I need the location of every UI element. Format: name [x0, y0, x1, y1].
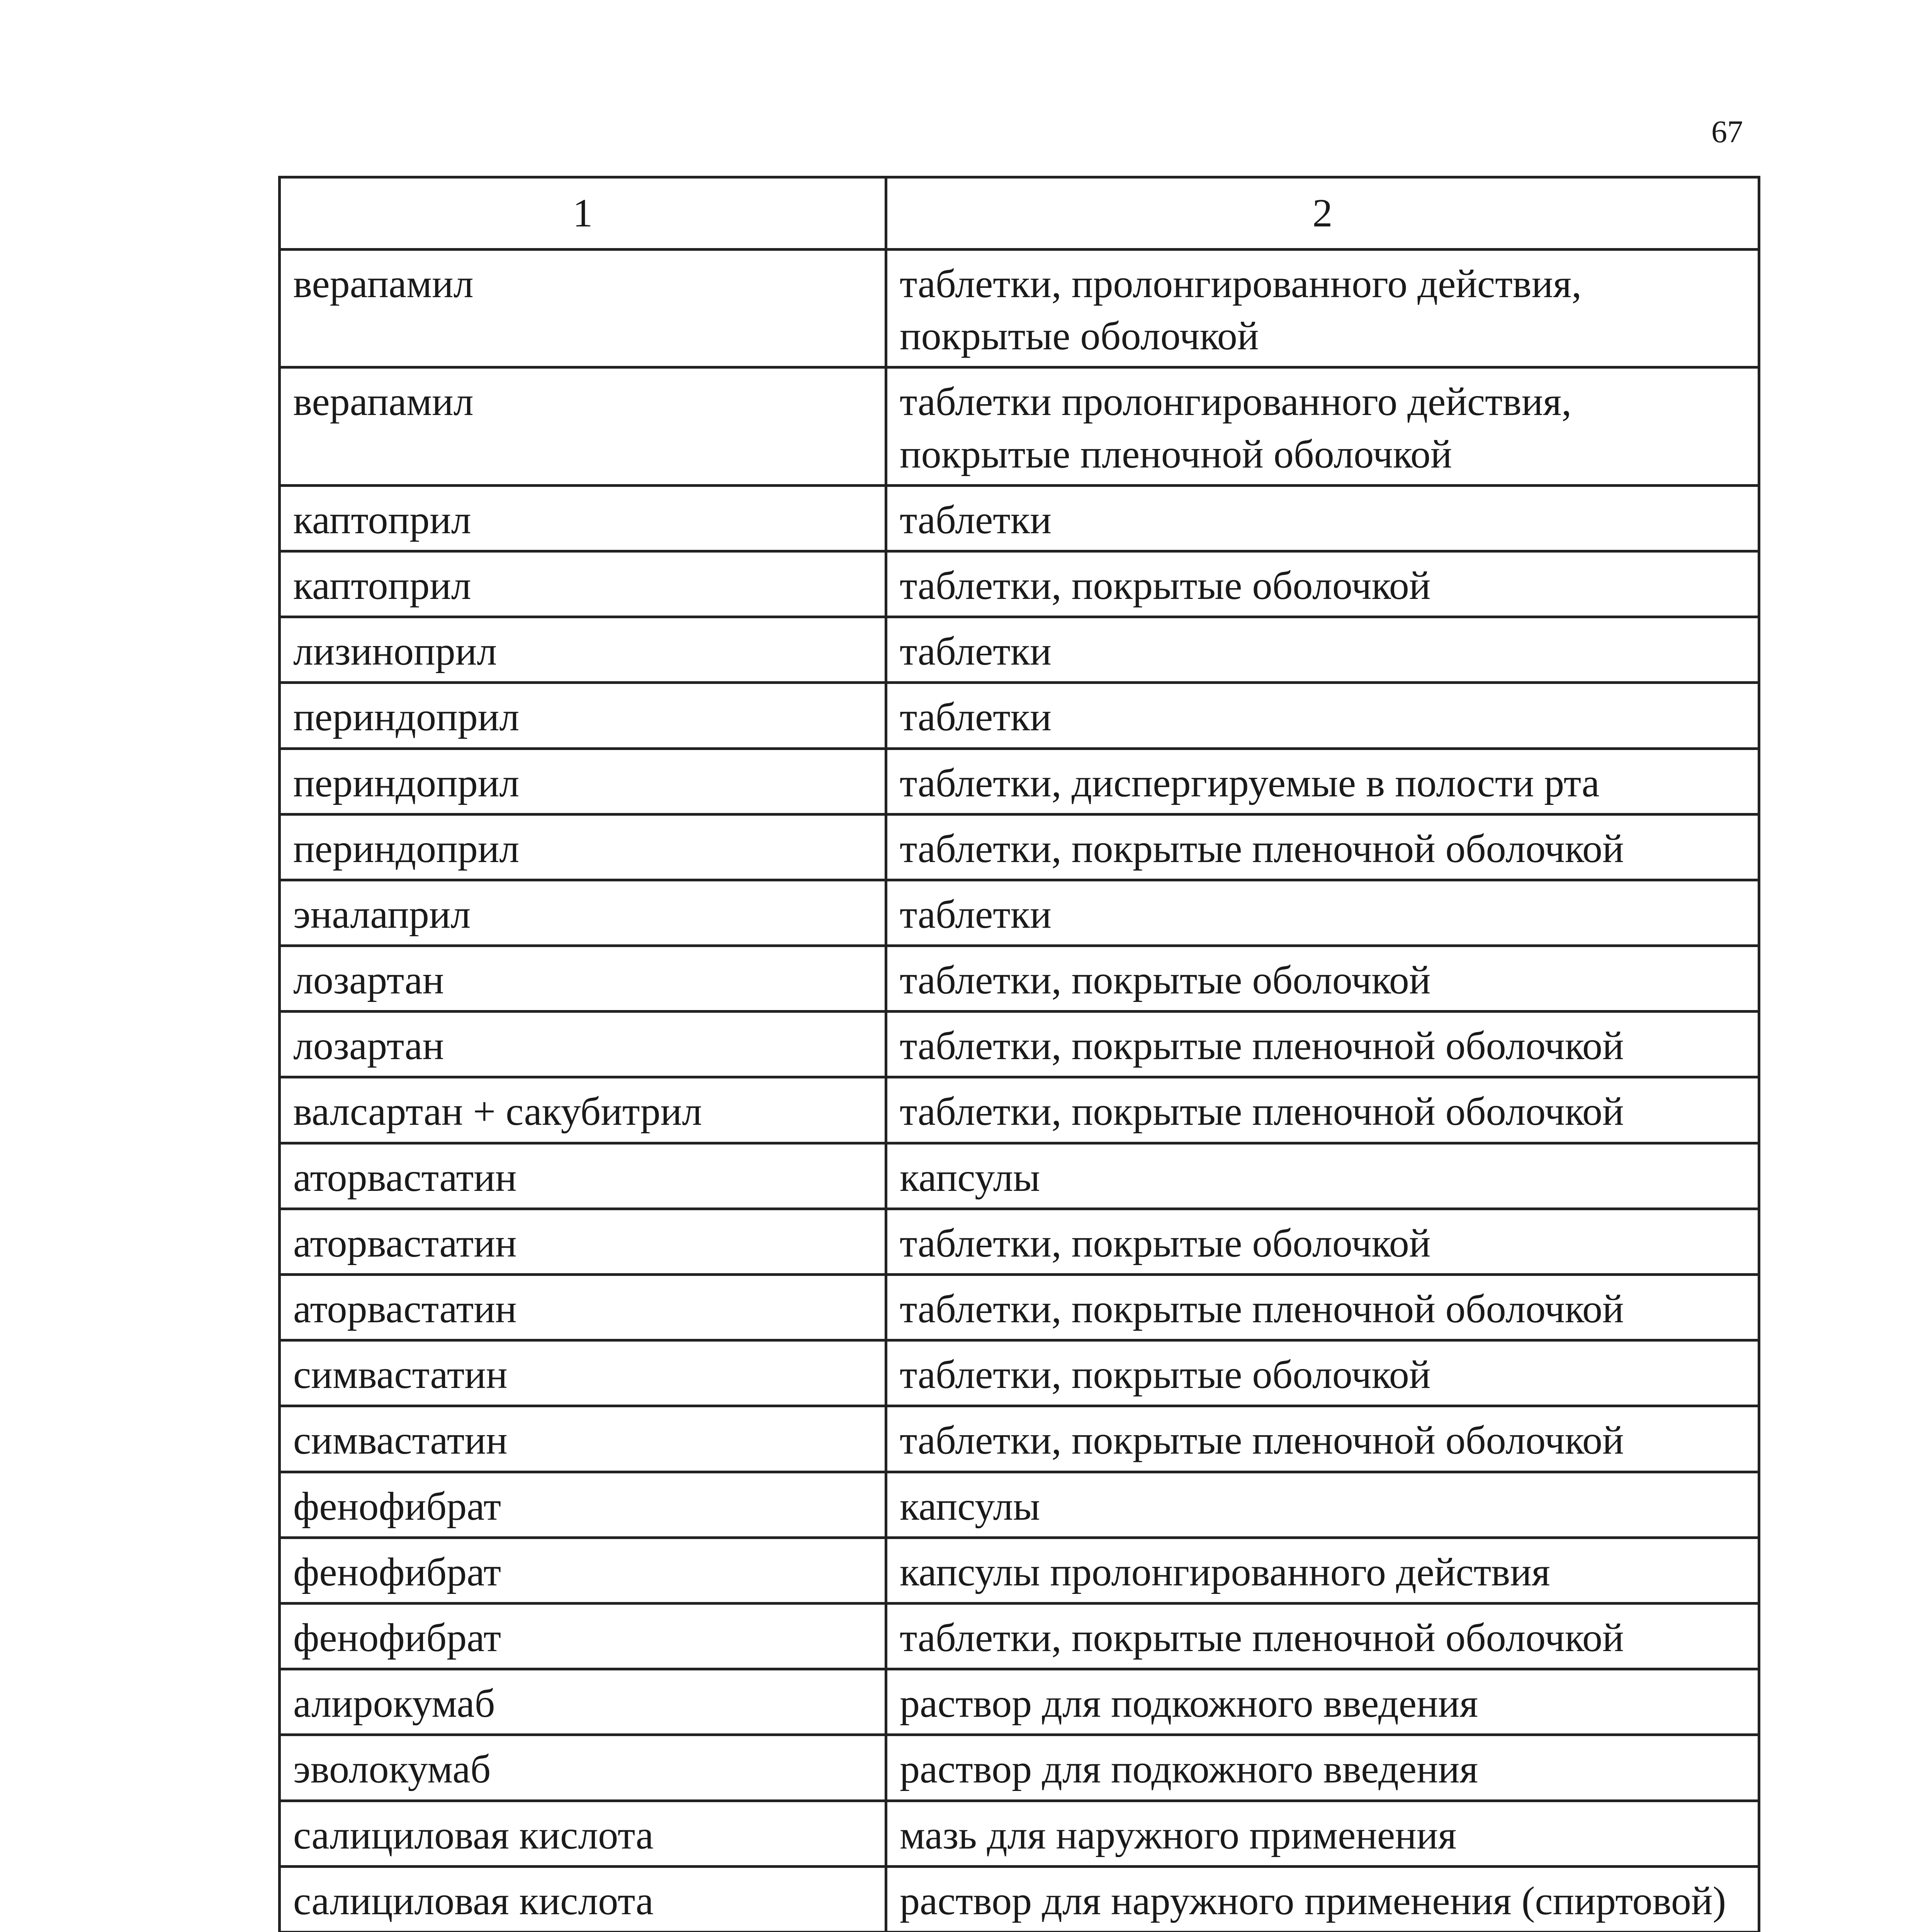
dosage-form-cell: таблетки, покрытые пленочной оболочкой	[886, 814, 1759, 880]
dosage-form-cell: мазь для наружного применения	[886, 1801, 1759, 1866]
dosage-form-cell: таблетки, покрытые пленочной оболочкой	[886, 1275, 1759, 1340]
table-row	[280, 1406, 1759, 1472]
dosage-form-cell: таблетки, покрытые пленочной оболочкой	[886, 1012, 1759, 1077]
dosage-form-cell: раствор для подкожного введения	[886, 1735, 1759, 1801]
dosage-form-cell: таблетки, покрытые пленочной оболочкой	[886, 1603, 1759, 1669]
table-row	[280, 1866, 1759, 1932]
dosage-form-cell: таблетки, покрытые пленочной оболочкой	[886, 1406, 1759, 1472]
table-row	[280, 485, 1759, 551]
table-row	[280, 946, 1759, 1012]
table-row	[280, 1275, 1759, 1340]
dosage-form-cell: таблетки, пролонгированного действия, покрытые оболочкой	[886, 250, 1759, 367]
substance-name-cell: периндоприл	[280, 748, 886, 814]
dosage-form-cell: таблетки, покрытые оболочкой	[886, 1209, 1759, 1274]
table-body	[280, 250, 1759, 1932]
table-row	[280, 1340, 1759, 1406]
substance-name-cell: лозартан	[280, 946, 886, 1012]
substance-name-cell: валсартан + сакубитрил	[280, 1077, 886, 1143]
dosage-form-cell: таблетки, покрытые оболочкой	[886, 1340, 1759, 1406]
dosage-form-cell: таблетки	[886, 485, 1759, 551]
dosage-form-cell: капсулы	[886, 1472, 1759, 1537]
table-row	[280, 1143, 1759, 1209]
substance-name-cell: фенофибрат	[280, 1472, 886, 1537]
page-number: 67	[1711, 114, 1743, 149]
substance-name-cell: лизиноприл	[280, 617, 886, 683]
table-row	[280, 1012, 1759, 1077]
substance-name-cell: каптоприл	[280, 551, 886, 617]
substance-name-cell: фенофибрат	[280, 1537, 886, 1603]
substance-name-cell: лозартан	[280, 1012, 886, 1077]
substance-name-cell: верапамил	[280, 367, 886, 485]
table-row	[280, 367, 1759, 485]
medication-table	[278, 176, 1760, 1932]
table-row	[280, 1472, 1759, 1537]
table-row	[280, 1801, 1759, 1866]
table-row	[280, 551, 1759, 617]
dosage-form-cell: таблетки пролонгированного действия, покрытые пленочной оболочкой	[886, 367, 1759, 485]
substance-name-cell: эналаприл	[280, 880, 886, 946]
substance-name-cell: периндоприл	[280, 683, 886, 748]
table-row	[280, 1735, 1759, 1801]
table-row	[280, 1537, 1759, 1603]
substance-name-cell: салициловая кислота	[280, 1801, 886, 1866]
column-header-1: 1	[280, 177, 886, 250]
table-row	[280, 1603, 1759, 1669]
table-row	[280, 814, 1759, 880]
substance-name-cell: аторвастатин	[280, 1143, 886, 1209]
dosage-form-cell: раствор для подкожного введения	[886, 1669, 1759, 1735]
dosage-form-cell: таблетки, диспергируемые в полости рта	[886, 748, 1759, 814]
table-row	[280, 748, 1759, 814]
substance-name-cell: аторвастатин	[280, 1209, 886, 1274]
dosage-form-cell: раствор для наружного применения (спиртовой)	[886, 1866, 1759, 1932]
substance-name-cell: симвастатин	[280, 1340, 886, 1406]
dosage-form-cell: таблетки, покрытые пленочной оболочкой	[886, 1077, 1759, 1143]
table-row	[280, 1669, 1759, 1735]
substance-name-cell: верапамил	[280, 250, 886, 367]
table-row	[280, 1209, 1759, 1274]
table-row	[280, 683, 1759, 748]
table-row	[280, 617, 1759, 683]
substance-name-cell: симвастатин	[280, 1406, 886, 1472]
table-row	[280, 880, 1759, 946]
dosage-form-cell: капсулы пролонгированного действия	[886, 1537, 1759, 1603]
dosage-form-cell: таблетки	[886, 683, 1759, 748]
substance-name-cell: фенофибрат	[280, 1603, 886, 1669]
table-row	[280, 1077, 1759, 1143]
substance-name-cell: салициловая кислота	[280, 1866, 886, 1932]
dosage-form-cell: таблетки, покрытые оболочкой	[886, 551, 1759, 617]
substance-name-cell: алирокумаб	[280, 1669, 886, 1735]
dosage-form-cell: таблетки	[886, 880, 1759, 946]
dosage-form-cell: капсулы	[886, 1143, 1759, 1209]
table-header-row	[280, 177, 1759, 250]
substance-name-cell: периндоприл	[280, 814, 886, 880]
dosage-form-cell: таблетки, покрытые оболочкой	[886, 946, 1759, 1012]
table-row	[280, 250, 1759, 367]
dosage-form-cell: таблетки	[886, 617, 1759, 683]
substance-name-cell: эволокумаб	[280, 1735, 886, 1801]
substance-name-cell: каптоприл	[280, 485, 886, 551]
substance-name-cell: аторвастатин	[280, 1275, 886, 1340]
column-header-2: 2	[886, 177, 1759, 250]
